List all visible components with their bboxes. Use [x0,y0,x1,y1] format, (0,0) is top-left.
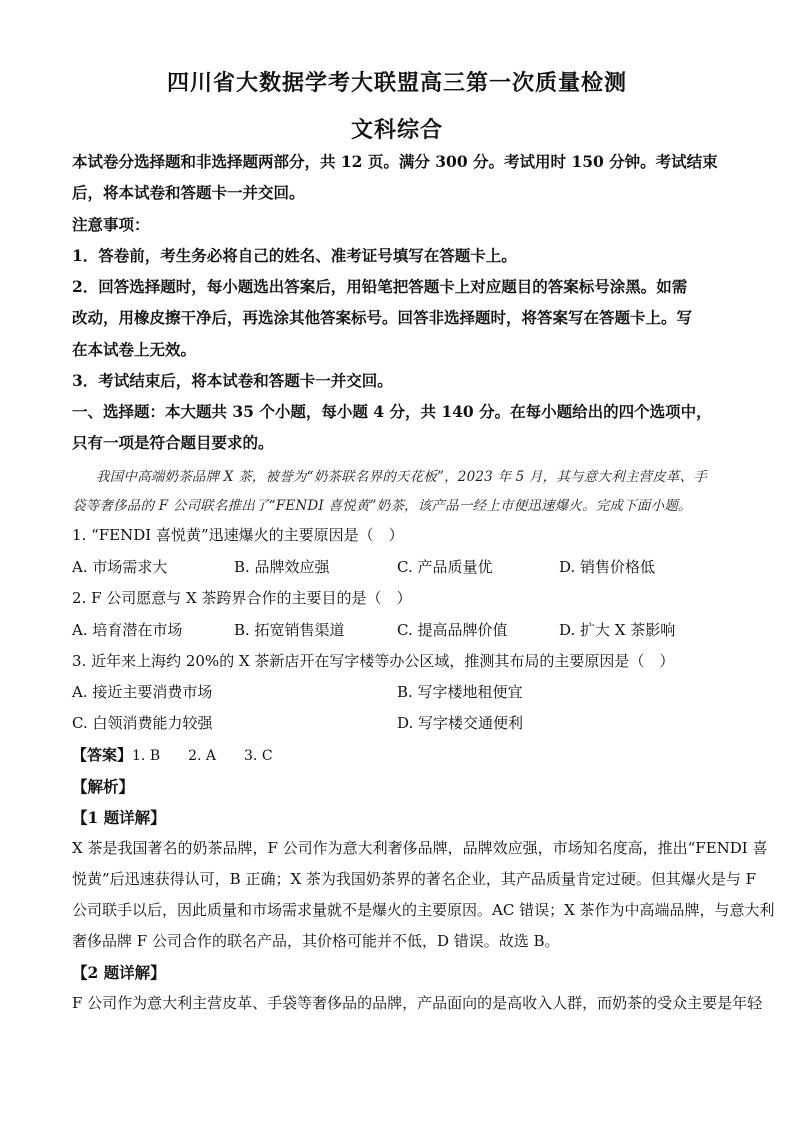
question-3-option-b: B. 写字楼地租便宜 [397,683,523,701]
detail-2-tag: 【2 题详解】 [72,963,166,982]
passage-line-2: 袋等奢侈品的 F 公司联名推出了“FENDI 喜悦黄”奶茶，该产品一经上市便迅速爆火。完成下面小题。 [72,498,692,514]
answer-tag: 【答案】 [72,746,133,764]
note-3: 3．考试结束后，将本试卷和答题卡一并交回。 [72,371,393,390]
note-2-line-2: 改动，用橡皮擦干净后，再选涂其他答案标号。回答非选择题时，将答案写在答题卡上。写 [72,308,693,327]
exam-title: 四川省大数据学考大联盟高三第一次质量检测 [166,70,627,96]
detail-1-line-3: 公司联手以后，因此质量和市场需求量就不是爆火的主要原因。AC 错误；X 茶作为中高端品牌，与意大利 [72,901,775,919]
question-1-stem: 1. “FENDI 喜悦黄”迅速爆火的主要原因是（ ） [72,526,404,544]
detail-1-line-2: 悦黄”后迅速获得认可，B 正确；X 茶为我国奶茶界的著名企业，其产品质量肯定过硬。但其爆火是与 F [72,870,757,888]
question-2-stem: 2. F 公司愿意与 X 茶跨界合作的主要目的是（ ） [72,589,412,607]
section-heading-line-1: 一、选择题：本大题共 35 个小题，每小题 4 分，共 140 分。在每小题给出的四个选项中， [72,402,712,421]
question-1-option-c: C. 产品质量优 [397,558,493,576]
detail-2-line-1: F 公司作为意大利主营皮革、手袋等奢侈品的品牌，产品面向的是高收入人群，而奶茶的受众主要是年轻 [72,994,763,1012]
note-2-line-3: 在本试卷上无效。 [72,340,197,359]
note-2-line-1: 2．回答选择题时，每小题选出答案后，用铅笔把答题卡上对应题目的答案标号涂黑。如需 [72,277,688,296]
notes-heading: 注意事项： [72,215,150,234]
answer-row [72,744,722,765]
detail-1-line-1: X 茶是我国著名的奶茶品牌，F 公司作为意大利奢侈品牌，品牌效应强，市场知名度高，推出“FENDI 喜 [72,839,768,857]
note-1: 1．答卷前，考生务必将自己的姓名、准考证号填写在答题卡上。 [72,246,517,265]
answer-values: 1. B 2. A 3. C [132,748,273,764]
intro-line-2: 后，将本试卷和答题卡一并交回。 [72,183,305,202]
question-1-option-a: A. 市场需求大 [72,558,168,576]
exam-subtitle: 文科综合 [350,117,443,143]
question-2-option-a: A. 培育潜在市场 [72,621,183,639]
intro-line-1: 本试卷分选择题和非选择题两部分，共 12 页。满分 300 分。考试用时 150 分钟。考试结束 [72,152,718,171]
section-heading-line-2: 只有一项是符合题目要求的。 [72,433,274,452]
analysis-tag: 【解析】 [72,777,135,796]
detail-1-tag: 【1 题详解】 [72,808,166,827]
question-2-option-b: B. 拓宽销售渠道 [234,621,345,639]
question-2-option-d: D. 扩大 X 茶影响 [559,621,676,639]
question-3-stem: 3. 近年来上海约 20%的 X 茶新店开在写字楼等办公区域，推测其布局的主要原因是（ ） [72,652,675,670]
question-2-option-c: C. 提高品牌价值 [397,621,508,639]
question-1-option-d: D. 销售价格低 [559,558,656,576]
question-3-option-d: D. 写字楼交通便利 [397,714,524,732]
passage-line-1: 我国中高端奶茶品牌 X 茶，被誉为“奶茶联名界的天花板”，2023 年 5 月，其与意大利主营皮革、手 [96,469,708,485]
question-3-option-a: A. 接近主要消费市场 [72,683,213,701]
question-1-option-b: B. 品牌效应强 [234,558,330,576]
detail-1-line-4: 奢侈品牌 F 公司合作的联名产品，其价格可能并不低，D 错误。故选 B。 [72,932,560,950]
question-3-option-c: C. 白领消费能力较强 [72,714,213,732]
